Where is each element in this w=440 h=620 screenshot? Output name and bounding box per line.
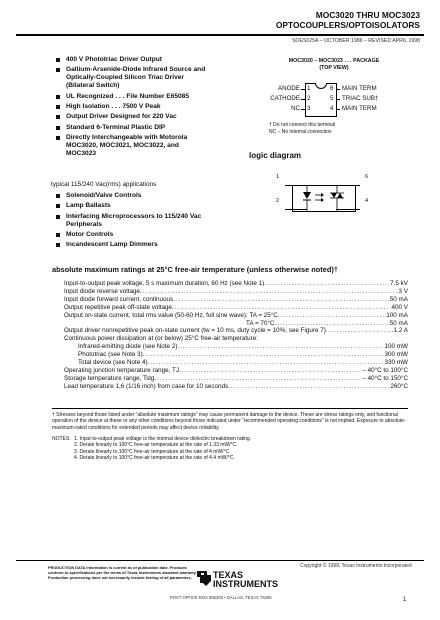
logic-symbols <box>293 186 355 211</box>
logic-diagram-title: logic diagram <box>249 151 302 160</box>
rating-label: Total device (see Note 4) <box>78 359 148 367</box>
title-line-1: MOC3020 THRU MOC3023 <box>315 10 420 20</box>
rating-row <box>64 359 408 367</box>
rating-value: 50 mA <box>389 319 408 327</box>
notes-key <box>52 455 74 461</box>
feature-item: Directly Interchangeable with Motorola MOC3020, MOC3021, MOC3022, and MOC3023 <box>56 134 206 158</box>
rating-label: Input diode reverse voltage <box>64 287 140 295</box>
feature-item: Output Driver Designed for 220 Vac <box>56 113 206 121</box>
logic-diagram-box <box>292 185 356 212</box>
rating-row <box>64 375 408 383</box>
pin-number-4: 4 <box>330 105 334 112</box>
package-note-1: † Do not connect this terminal <box>269 122 336 128</box>
rating-label: Operating junction temperature range, TJ <box>64 366 180 374</box>
package-notes <box>269 122 335 136</box>
note-text: 4. Derate linearly to 100°C free-air temperature at the rate of 4.4 mW/°C. <box>74 455 235 462</box>
pin-label-anode: ANODE <box>277 85 300 92</box>
pin-label-main-term-4: MAIN TERM <box>342 105 377 112</box>
logic-pin-1: 1 <box>276 174 280 180</box>
notes-list <box>52 436 412 462</box>
doc-reference: SOES025A – OCTOBER 1986 – REVISED APRIL 1998 <box>291 38 420 44</box>
copyright: Copyright © 1998, Texas Instruments Incorporated <box>300 563 412 569</box>
rating-label: Storage temperature range, Tstg <box>64 374 155 382</box>
note-row <box>52 455 412 461</box>
pin-lead <box>336 99 340 100</box>
application-item: Motor Controls <box>56 231 226 239</box>
ratings-title: absolute maximum ratings at 25°C free-air temperature (unless otherwise noted)† <box>52 265 338 274</box>
company-address: POST OFFICE BOX 655303 • DALLAS, TEXAS 75265 <box>170 595 272 600</box>
note-text: 3. Derate linearly to 100°C free-air temperature at the rate of 4 mW/°C. <box>74 448 231 455</box>
header-rule <box>16 34 424 36</box>
logic-wire-pin6 <box>336 185 360 186</box>
rating-label: Lead temperature 1,6 (1/16 inch) from case for 10 seconds <box>64 382 229 390</box>
rating-row <box>64 327 408 335</box>
package-note-2: NC – No internal connection <box>269 129 332 135</box>
rating-value: 400 V <box>391 303 408 311</box>
rating-row <box>64 367 408 375</box>
light-arrows-icon <box>315 193 324 202</box>
rating-value: – 40°C to 100°C <box>362 366 408 374</box>
feature-item: UL Recognized . . . File Number E65085 <box>56 93 206 101</box>
rating-value: 50 mA <box>389 295 408 303</box>
rating-label: TA = 70°C <box>246 319 275 327</box>
application-item: Solenoid/Valve Controls <box>56 192 226 200</box>
package-title-line-1: MOC3020 – MOC3023 . . . PACKAGE <box>288 58 380 64</box>
rating-row <box>64 320 408 328</box>
note-text: 2. Derate linearly to 100°C free-air temperature at the rate of 1.33 mW/°C. <box>74 442 238 449</box>
rating-value: 7.5 kV <box>390 280 408 287</box>
logic-pin-2: 2 <box>276 198 280 204</box>
rating-row <box>64 296 408 304</box>
ti-wordmark <box>213 571 278 588</box>
rating-value: 1.2 A <box>393 327 408 335</box>
logic-pin-4: 4 <box>365 198 369 204</box>
pin-label-cathode: CATHODE <box>270 95 300 102</box>
notes-key: NOTES: <box>52 436 71 442</box>
title-line-2: OPTOCOUPLERS/OPTOISOLATORS <box>275 20 420 30</box>
package-title <box>254 58 414 71</box>
applications-list <box>56 192 226 252</box>
rating-value: – 40°C to 150°C <box>362 374 408 382</box>
rating-label: Phototriac (see Note 3) <box>78 351 143 359</box>
rating-row <box>64 351 408 359</box>
pin-label-main-term-6: MAIN TERM <box>342 85 377 92</box>
package-title-line-2: (TOP VIEW) <box>319 64 349 71</box>
led-icon <box>303 186 311 211</box>
triac-icon <box>330 186 344 211</box>
rating-row <box>64 383 408 391</box>
pin-lead <box>336 109 340 110</box>
pin-number-1: 1 <box>307 85 311 92</box>
pin-lead <box>301 89 305 90</box>
rating-label: Output repetitive peak off-state voltage <box>64 303 173 311</box>
pin-number-5: 5 <box>330 95 334 102</box>
ratings-table <box>64 280 408 391</box>
pin-number-2: 2 <box>307 95 311 102</box>
application-item: Incandescent Lamp Dimmers <box>56 241 226 249</box>
page-number: 1 <box>403 597 407 603</box>
rating-label: Input-to-output peak voltage, 5 s maximum duration, 60 Hz (see Note 1) <box>64 280 265 287</box>
application-item: Interfacing Microprocessors to 115/240 Vac Peripherals <box>56 213 226 229</box>
rating-row <box>64 312 408 320</box>
rating-value: 260°C <box>390 382 408 390</box>
rating-value: 100 mA <box>386 311 408 319</box>
application-item: Lamp Ballasts <box>56 202 226 210</box>
logic-wire-pin4 <box>336 209 360 210</box>
rating-value: 330 mW <box>384 359 408 367</box>
rating-value: 3 V <box>398 287 408 295</box>
stress-footnote: † Stresses beyond those listed under “absolute maximum ratings” may cause permanent damage to the device. These are stress ratings only, and functional operation of the device at these or any other conditions beyond those indicated under “recommended operating conditions” is not implied. Exposure to absolute-maximum-rated conditions for extended periods may affect device reliability. <box>52 412 406 431</box>
pin-label-triac-sub: TRIAC SUB† <box>342 95 379 102</box>
rating-label: Output on-state current, total rms value (50-60 Hz, full sine wave): TA = 25°C <box>64 311 278 319</box>
feature-item: 400 V Phototriac Driver Output <box>56 56 206 64</box>
rating-value: 100 mW <box>384 343 408 351</box>
rating-row <box>64 335 408 343</box>
pin-number-6: 6 <box>330 85 334 92</box>
pin-label-nc: NC <box>291 105 300 112</box>
ti-logo-icon <box>196 569 212 592</box>
rating-label: Output driver nonrepetitive peak on-state current (tw = 10 ms, duty cycle = 10%, see Figure 7) <box>64 327 326 335</box>
ti-wordmark-line-2: INSTRUMENTS <box>213 578 278 589</box>
pin-lead <box>301 109 305 110</box>
rating-value: 300 mW <box>384 351 408 359</box>
pin-lead <box>301 99 305 100</box>
applications-title: typical 115/240 Vac(rms) applications <box>51 181 157 188</box>
rating-label: Input diode forward current, continuous <box>64 295 174 303</box>
rating-row <box>64 280 408 288</box>
features-list <box>56 56 206 160</box>
logic-wire-pin2 <box>285 209 307 210</box>
rating-label: Continuous power dissipation at (or below) 25°C free-air temperature: <box>64 335 258 343</box>
feature-item: Standard 6-Terminal Plastic DIP <box>56 124 206 132</box>
footnote-rule <box>52 408 408 409</box>
feature-item: Gallium-Arsenide-Diode Infrared Source and Optically-Coupled Silicon Triac Driver (Bilateral Switch) <box>56 66 206 90</box>
feature-item: High Isolation . . . 7500 V Peak <box>56 103 206 111</box>
package-notch <box>315 83 327 89</box>
rating-label: Infrared-emitting diode (see Note 2) <box>78 343 178 351</box>
production-data-notice: PRODUCTION DATA information is current as of publication date. Products conform to specifications per the terms of Texas Instruments standard warranty. Production processing does not necessarily include testing of all parameters. <box>48 565 197 580</box>
rating-row <box>64 288 408 296</box>
ti-wordmark-line-1: TEXAS <box>213 570 244 580</box>
rating-row <box>64 304 408 312</box>
document-title <box>276 10 420 30</box>
pin-lead <box>336 89 340 90</box>
footer-rule <box>16 560 424 561</box>
logic-pin-6: 6 <box>365 174 369 180</box>
logic-wire-pin1 <box>285 185 307 186</box>
note-text: 1. Input-to-output peak voltage is the internal device dielectric breakdown rating. <box>74 436 252 442</box>
rating-row <box>64 343 408 351</box>
pin-number-3: 3 <box>307 105 311 112</box>
